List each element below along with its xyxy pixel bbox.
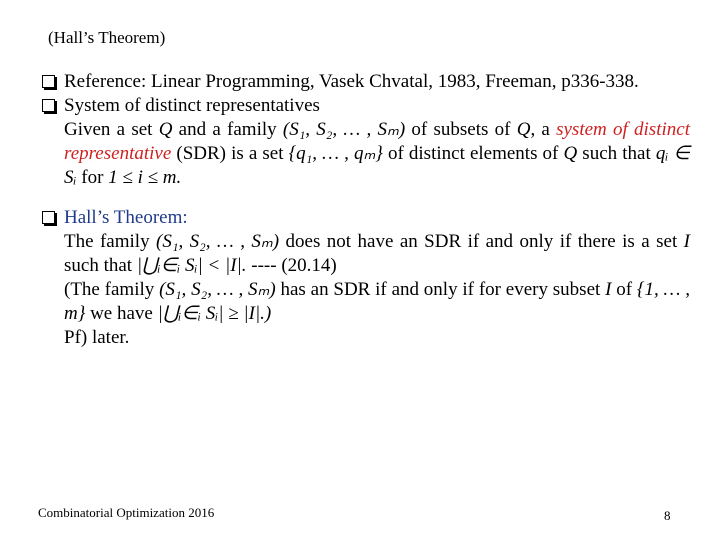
checkbox-bullet-icon xyxy=(42,211,55,224)
text: for xyxy=(76,167,109,188)
text: of subsets of xyxy=(405,119,517,140)
hall-equivalent xyxy=(40,278,690,326)
math-condition: qᵢ ∈ Sᵢ xyxy=(64,143,690,188)
bullet-sdr xyxy=(40,94,690,118)
checkbox-bullet-icon xyxy=(42,99,55,112)
page-number: 8 xyxy=(664,508,671,523)
text: Given a set xyxy=(64,119,159,140)
math-Q: Q xyxy=(516,119,531,140)
text: such that xyxy=(577,143,656,164)
text: such that xyxy=(64,255,137,276)
equation-ref: ---- (20.14) xyxy=(246,255,337,276)
proof-note: Pf) later. xyxy=(64,327,130,348)
hall-heading: Hall’s Theorem: xyxy=(64,207,188,228)
text: The family xyxy=(64,231,157,252)
text: , a xyxy=(530,119,557,140)
text: of distinct elements of xyxy=(382,143,564,164)
bullet-hall xyxy=(40,206,690,230)
math-family: (S₁, S₂, … , Sₘ) xyxy=(156,231,280,252)
math-I: I xyxy=(683,231,690,252)
math-inequality: |⋃ᵢ∈ᵢ Sᵢ| < |I|. xyxy=(136,255,247,276)
math-set: {q₁, … , qₘ} xyxy=(288,143,383,164)
text: does not have an SDR if and only if there is a set xyxy=(279,231,684,252)
math-family: (S₁, S₂, … , Sₘ) xyxy=(159,279,276,300)
math-I: I xyxy=(605,279,612,300)
math-inequality: |⋃ᵢ∈ᵢ Sᵢ| ≥ |I|.) xyxy=(157,303,272,324)
text: we have xyxy=(85,303,158,324)
hall-statement xyxy=(40,230,690,278)
math-Q: Q xyxy=(563,143,578,164)
sdr-term-highlight: system of distinct representative xyxy=(64,119,690,164)
text: of xyxy=(611,279,637,300)
math-family: (S₁, S₂, … , Sₘ) xyxy=(282,119,406,140)
sdr-heading: System of distinct representatives xyxy=(64,95,320,116)
slide-content xyxy=(40,70,690,350)
reference-text: Reference: Linear Programming, Vasek Chvatal, 1983, Freeman, p336-338. xyxy=(64,71,639,92)
sdr-definition xyxy=(40,118,690,190)
text: (SDR) is a set xyxy=(171,143,289,164)
text: (The family xyxy=(64,279,160,300)
footer-course: Combinatorial Optimization 2016 xyxy=(38,505,215,520)
text: and a family xyxy=(172,119,283,140)
slide-title: (Hall’s Theorem) xyxy=(48,28,166,47)
math-set: {1, … , m} xyxy=(64,279,690,324)
math-Q: Q xyxy=(158,119,173,140)
bullet-reference xyxy=(40,70,690,94)
checkbox-bullet-icon xyxy=(42,75,55,88)
math-range: 1 ≤ i ≤ m. xyxy=(108,167,182,188)
text: has an SDR if and only if for every subset xyxy=(275,279,606,300)
